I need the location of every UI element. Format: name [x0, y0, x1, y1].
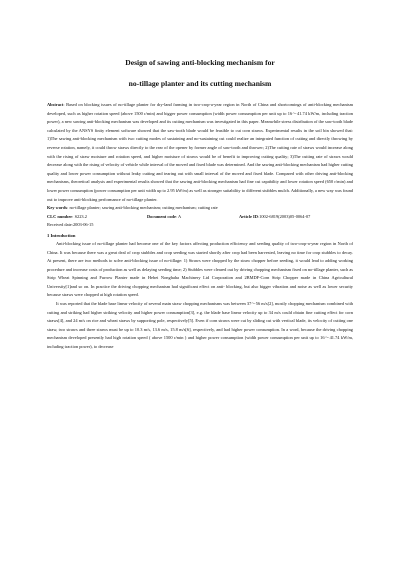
doc-label: Document code	[147, 213, 176, 219]
abstract-label: Abstract	[47, 102, 64, 107]
keywords-label: Key words	[47, 205, 68, 211]
clc-number	[47, 213, 147, 222]
doc-value: : A	[175, 213, 182, 219]
article-label: Article ID	[239, 213, 258, 219]
section-heading-introduction: 1 Introduction	[47, 232, 76, 238]
paper-title-line-2: no-tillage planter and its cutting mechanism	[128, 79, 272, 88]
abstract-text: : Based on blocking issues of no-tillage planter for dry-land farming in two-crop-a-year region in North of China and shortcomings of anti-blocking mechanism developed, such as higher rotation speed (above 1500 r/min) and bigger power consumption (width power consumption per unit up to 16～41.74 kW/m, including traction power), a new sawing anti-blocking mechanism was developed and its cutting mechanism was investigated in this paper. Meanwhile stress distribution of the saw-tooth blade calculated by the ANSYS finity element software showed that the saw-tooth blade would be feasible to cut corn straws. Experimental results in the soil bin showed that: 1)The sawing anti-blocking mechanism with two cutting modes of sustaining and no-sustaining cut could realize an integrated function of cutting and directly throwing by reverse rotation, namely, it could throw straws directly to the rear of the opener by former angle of saw-tooth and thrower; 2)The cutting rate of straws would increase along with the rising of straw moisture and rotation speed, and higher moisture of straws would be of benefit to improving cutting quality; 3)The cutting rate of straws would decrease along with the rising of velocity of vehicle while interval of the moved and fixed blade was determined. And the sawing anti-blocking mechanism had higher cutting quality and lower power consumption without leaky cutting and tearing out with small interval of the moved and fixed blade. Compared with other driving anti-blocking mechanisms, theoretical analysis and experimental results showed that the sawing anti-blocking mechanism had fine cut capability and lower rotation speed (650 r/min) and lower power consumption (power consumption per unit width up to 2.95 kW/m) as well as stronger suitability to different stubbles mulch. Additionally, a new way was found out to improve anti-blocking performance of no-tillage planter.	[47, 102, 353, 202]
clc-label: CLC number	[47, 213, 73, 219]
received-date: Received date:2003-06-15	[47, 222, 94, 228]
document-code	[147, 213, 239, 222]
classification-row	[47, 213, 353, 222]
paper-title-line-1: Design of sawing anti-blocking mechanism for	[125, 58, 275, 67]
keywords	[47, 204, 353, 213]
keywords-text: : no-tillage planter; sawing anti-blocking mechanism; cutting mechanism; cutting rate	[67, 205, 218, 211]
article-id	[239, 213, 310, 222]
abstract	[47, 101, 353, 204]
introduction-paragraph-2: It was reported that the blade base linear velocity of several main straw chopping mechanisms was between 37～56 m/s[2], mostly chopping mechanism combined with cutting and striking had higher striking velocity and higher power consumption[3], e.g. the blade base linear velocity up to 34 m/s could obtain fine cutting effect for corn straws[4], and 24 m/s on rice and wheat straws by supporting pole, respectively[5]. Even if corn straws were cut by sliding cut with vertical blade, its velocity of cutting one straw, two straws and three straws must be up to 10.3 m/s, 13.6 m/s, 15.8 m/s[6], respectively, and had higher power consumption. In a word, because the driving chopping mechanism developed presently had high rotation speed ( above 1500 r/min ) and higher power consumption (width power consumption per unit up to 16～41.74 kW/m, including traction power), to decrease	[47, 301, 353, 350]
introduction-paragraph-1: Anti-blocking issue of no-tillage planter had become one of the key factors affecting production efficiency and seeding quality of two-crop-a-year region in North of China. It was because there was a great deal of crop stubbles and crop seeding was started shortly after crop had been harvested, leaving no time for crop stubbles to decay. At present, there are two methods to solve anti-blocking issue of no-tillage: 1) Straws were chopped by the straw chopper before seeding, it would lead to adding working procedure and increase costs of production as well as delaying seeding time; 2) Stubbles were cleared out by driving chopping mechanism fixed on no-tillage planter, such as Strip Wheat Spinning and Furrow Planter made in Hebei Nonghaha Machinery Ltd Corporation and 2BMDF-Corn Strip Chopper made in China Agricultural University[1]and so on. In practice the driving chopping mechanism had significant effect on anti- blocking, but also bigger vibration and noise as well as lower security because straws were chopped at high rotation speed.	[47, 240, 353, 298]
clc-value: : S223.2	[72, 213, 87, 219]
article-value: :1002-6819(2003)05-0064-07	[257, 213, 311, 219]
